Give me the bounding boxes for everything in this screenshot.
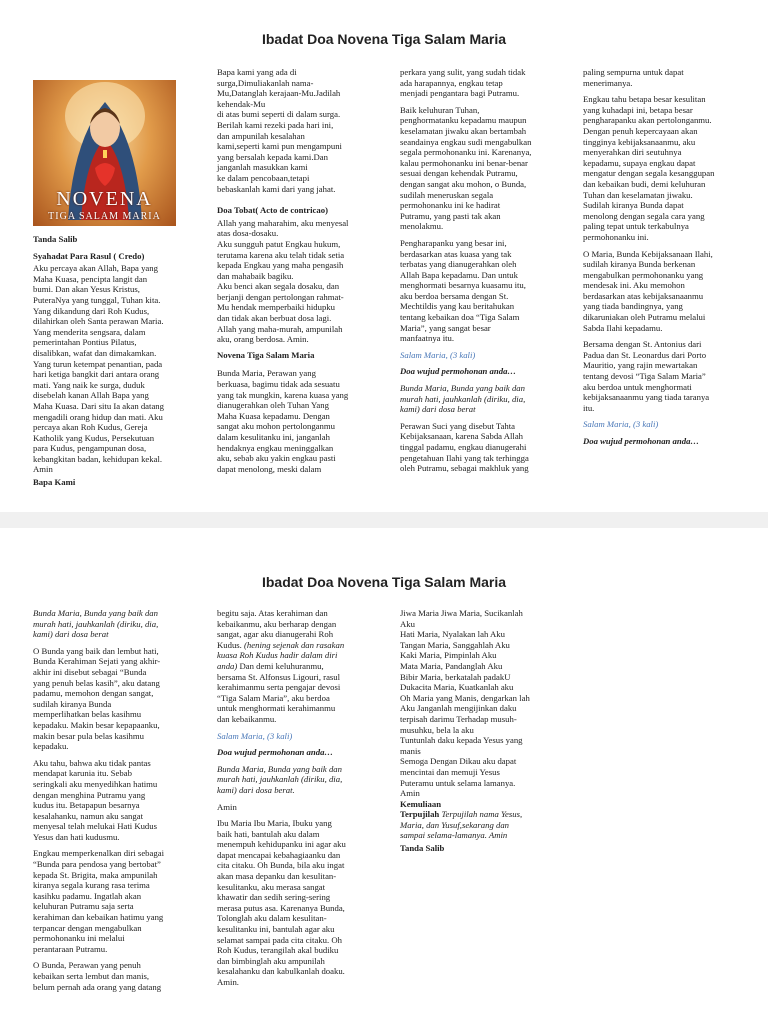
section-heading: Novena Tiga Salam Maria bbox=[217, 349, 315, 360]
page-title: Ibadat Doa Novena Tiga Salam Maria bbox=[261, 574, 507, 590]
cover-subtitle: TIGA SALAM MARIA bbox=[48, 211, 161, 222]
prayer-text-italic: (hening sejenak dan rasakan kuasa Roh Kudus hadir dalam diri anda) bbox=[217, 639, 345, 671]
column-3 bbox=[400, 608, 560, 856]
section-heading: Bapa Kami bbox=[33, 477, 76, 488]
prayer-text: Jiwa Maria Jiwa Maria, Sucikanlah Aku Hati Maria, Nyalakan lah Aku Tangan Maria, Sanggahlah Aku Kaki Maria, Pimpinlah Aku Mata Maria, Pandanglah Aku Bibir Maria, berkatalah padakU Dukacita Maria, Kuatkanlah aku Oh Maria yang Manis, dengarkan lah Aku Janganlah mengijinkan daku terpisah darimu Terhadap musuh- musuhku, bela la aku Tuntunlah daku kepada Yesus yang manis Semoga Dengan Dikau aku dapat mencintai dan memuji Yesus Puteramu untuk selama lamanya. Amin bbox=[400, 608, 530, 799]
prayer-text: Aku percaya akan Allah, Bapa yang Maha Kuasa, pencipta langit dan bumi. Dan akan Yesus Kristus, PuteraNya yang tunggal, Tuhan kita. Yang dikandung dari Roh Kudus, dilahirkan oleh Santa perawan Maria. Yang menderita sengsara, dalam pemerintahan Pontius Pilatus, disalibkan, wafat dan dimakamkan. Yang turun ketempat penantian, pada hari ketiga bangkit dari antara orang mati. Yang naik ke surga, duduk disebelah kanan Allah Bapa yang Maha Kuasa. Dari situ Ia akan datang mengadili orang hidup dan mati. Aku percaya akan Roh Kudus, Gereja Katholik yang Kudus, Persekutuan para Kudus, pengampunan dosa, kebangkitan badan, kehidupan kekal. Amin bbox=[33, 263, 164, 475]
column-1 bbox=[33, 608, 193, 998]
section-heading: Tanda Salib bbox=[400, 843, 445, 854]
prayer-text: Ibu Maria Ibu Maria, Ibuku yang baik hati, bantulah aku dalam menempuh kehidupanku ini agar aku dapat mencapai kebahagiaanku dan cita citaku. Oh Bunda, bila aku ingat akan masa depanku dan kesulitan- kesulitanku, aku merasa sangat khawatir dan sedih sering-sering merasa putus asa. Karenanya Bunda, Tolonglah aku dalam kesulitan- kesulitanku ini, bantulah agar aku selamat sampai pada cita citaku. Oh Roh Kudus, terangilah akal budiku dan bimbinglah aku ampunilah kesalahanku dan kabulkanlah doaku. Amin. bbox=[217, 818, 346, 987]
prayer-text: Engkau memperkenalkan diri sebagai “Bunda para pendosa yang bertobat” kepada St. Brigita, maka ampunilah kiranya segala kurang rasa terima kasihku padamu. Ingatlah akan keluhuran Putramu saja serta kerahiman dan kebaikan hatimu yang terpancar dengan mengabulkan permohonanku ini melalui perantaraan Putramu. bbox=[33, 848, 164, 954]
section-heading: Syahadat Para Rasul ( Credo) bbox=[33, 250, 145, 261]
page-title: Ibadat Doa Novena Tiga Salam Maria bbox=[261, 31, 507, 47]
prayer-text: Bersama dengan St. Antonius dari Padua dan St. Leonardus dari Porto Mauritio, yang rajin mewartakan tentang devosi “Tiga Salam Maria” aku berdoa untuk menghormati kebijaksanaanmu yang tiada taranya itu. bbox=[583, 339, 710, 413]
prayer-text: perkara yang sulit, yang sudah tidak ada harapannya, engkau tetap menjadi pengantara bagi Putramu. bbox=[400, 67, 526, 99]
column-2 bbox=[217, 608, 377, 994]
prayer-text: Engkau tahu betapa besar kesulitan yang kuhadapi ini, betapa besar pengharapanku akan pertolonganmu. Dengan penuh kepercayaan akan tingginya kebijaksanaanmu, aku menyerahkan diri seutuhnya kepadamu, supaya engkau dapat mengatur dengan segala kesanggupan dan kebaikan budi, demi keluhuran Tuhan dan keselamatan jiwaku. Sudilah kiranya Bunda dapat menolong dengan segala cara yang paling tepat untuk terkabulnya permohonanku ini. bbox=[583, 94, 715, 242]
prayer-text: Pengharapanku yang besar ini, berdasarkan atas kuasa yang tak terbatas yang dianugerahkan oleh Allah Bapa kepadamu. Dan untuk menghormati besarnya kuasamu itu, aku berdoa bersama dengan St. Mechtildis yang kau beritahukan tentang kebaikan doa “Tiga Salam Maria”, yang sangat besar manfaatnya itu. bbox=[400, 237, 526, 344]
prayer-text: Bunda Maria, Perawan yang berkuasa, bagimu tidak ada sesuatu yang tak mungkin, karena kuasa yang dianugerahkan oleh Tuhan Yang Maha Kuasa kepadamu. Dengan sangat aku mohon pertolonganmu dalam kesulitanku ini, janganlah hendaknya engkau meninggalkan aku, sebab aku yakin engkau pasti dapat menolong, meski dalam bbox=[217, 368, 349, 474]
document-page-2 bbox=[0, 528, 768, 1024]
cover-title: NOVENA bbox=[56, 188, 153, 210]
column-1 bbox=[33, 232, 193, 490]
prayer-text: O Bunda yang baik dan lembut hati, Bunda Kerahiman Sejati yang akhir- akhir ini disebut sebagai “Bunda yang penuh belas kasih”, aku datang padamu, memohon dengan sangat, sudilah kiranya Bunda memperlihatkan belas kasihmu kepadaku. Makin besar kepapaanku, makin besar pula belas kasihmu kepadaku. bbox=[33, 645, 161, 752]
column-2 bbox=[217, 67, 377, 480]
prayer-text: Bapa kami yang ada di surga,Dimuliakanlah nama- Mu,Datanglah kerajaan-Mu.Jadilah kehendak-Mu di atas bumi seperti di dalam surga. Berilah kami rezeki pada hari ini, dan ampunilah kesalahan kami,seperti kami pun mengampuni yang bersalah kepada kami.Dan janganlah masukkan kami ke dalam pencobaan,tetapi bebaskanlah kami dari yang jahat. bbox=[217, 67, 342, 194]
novena-cover-image bbox=[33, 80, 176, 226]
doa-wujud-instruction: Doa wujud permohonan anda… bbox=[217, 747, 334, 758]
section-heading: Tanda Salib bbox=[33, 234, 78, 244]
prayer-text bbox=[217, 608, 377, 725]
section-heading: Kemuliaan bbox=[400, 798, 442, 809]
section-heading: Terpujilah bbox=[400, 809, 440, 820]
column-4 bbox=[583, 67, 743, 453]
salam-maria-instruction: Salam Maria, (3 kali) bbox=[583, 419, 659, 430]
prayer-text: Allah yang maharahim, aku menyesal atas dosa-dosaku. Aku sungguh patut Engkau hukum, terutama karena aku telah tidak setia kepada Engkau yang maha pengasih dan mahabaik bagiku. Aku benci akan segala dosaku, dan berjanji dengan pertolongan rahmat- Mu hendak memperbaiki hidupku dan tidak akan berbuat dosa lagi. Allah yang maha-murah, ampunilah aku, orang berdosa. Amin. bbox=[217, 217, 349, 345]
prayer-text-italic: Bunda Maria, Bunda yang baik dan murah hati, jauhkanlah (diriku, dia, kami) dari dosa berat bbox=[400, 383, 526, 415]
salam-maria-instruction: Salam Maria, (3 kali) bbox=[400, 349, 476, 360]
amin-text: Amin bbox=[217, 801, 237, 812]
prayer-text-italic: Terpujilah nama Yesus, Maria, dan Yusuf,sekarang dan sampai selama-lamanya. Amin bbox=[400, 809, 523, 841]
prayer-text-segment: begitu saja. Atas kerahiman dan kebaikanmu, aku berharap dengan sangat, agar aku dianugerahi Roh Kudus. bbox=[217, 608, 337, 650]
salam-maria-instruction: Salam Maria, (3 kali) bbox=[217, 730, 293, 741]
prayer-text: Perawan Suci yang disebut Tahta Kebijaksanaan, karena Sabda Allah tinggal padamu, engkau dianugerahi pengetahuan Ilahi yang tak terhingga oleh Putramu, sebagai makhluk yang bbox=[400, 420, 529, 474]
terpujilah-text bbox=[400, 809, 560, 841]
prayer-text-segment: Dan demi keluhuranmu, bersama St. Alfonsus Ligouri, rasul kerahimanmu serta pengajar devosi “Tiga Salam Maria”, aku berdoa untuk menghormati kerahimanmu dan kebaikanmu. bbox=[217, 660, 341, 724]
prayer-text: Aku tahu, bahwa aku tidak pantas mendapat karunia itu. Sebab seringkali aku menyedihkan hatimu dengan menghina Putramu yang kudus itu. Betapapun besarnya kesalahanku, namun aku sangat menyesal telah melukai Hati Kudus Yesus dan hati kudusmu. bbox=[33, 757, 158, 842]
prayer-text: paling sempurna untuk dapat menerimanya. bbox=[583, 67, 684, 88]
doa-wujud-instruction: Doa wujud permohonan anda… bbox=[400, 366, 517, 377]
prayer-text: O Bunda, Perawan yang penuh kebaikan serta lembut dan manis, belum pernah ada orang yang datang bbox=[33, 960, 162, 992]
column-3 bbox=[400, 67, 560, 480]
prayer-text: O Maria, Bunda Kebijaksanaan Ilahi, sudilah kiranya Bunda berkenan mengabulkan permohonanku yang mendesak ini. Aku memohon berdasarkan atas kebijaksanaanmu yang tiada bandingnya, yang dikaruniakan oleh Putramu melalui Sabda Ilahi kepadamu. bbox=[583, 248, 713, 333]
doa-wujud-instruction: Doa wujud permohonan anda… bbox=[583, 436, 700, 446]
prayer-text-italic: Bunda Maria, Bunda yang baik dan murah hati, jauhkanlah (diriku, dia, kami) dari dosa berat. bbox=[217, 763, 343, 795]
section-heading: Doa Tobat( Acto de contricao) bbox=[217, 205, 328, 216]
prayer-text: Baik keluhuran Tuhan, penghormatanku kepadamu maupun keselamatan jiwaku akan bertambah seandainya engkau sudi mengabulkan segala permohonanku ini. Karenanya, kalau permohonanku ini benar-benar sesuai dengan kehendak Putramu, dengan sangat aku mohon, o Bunda, sudilah meneruskan segala permohonanku ini ke hadirat Putramu, yang pasti tak akan menolakmu. bbox=[400, 104, 532, 232]
prayer-text-italic: Bunda Maria, Bunda yang baik dan murah hati, jauhkanlah (diriku, dia, kami) dari dosa berat bbox=[33, 608, 159, 640]
